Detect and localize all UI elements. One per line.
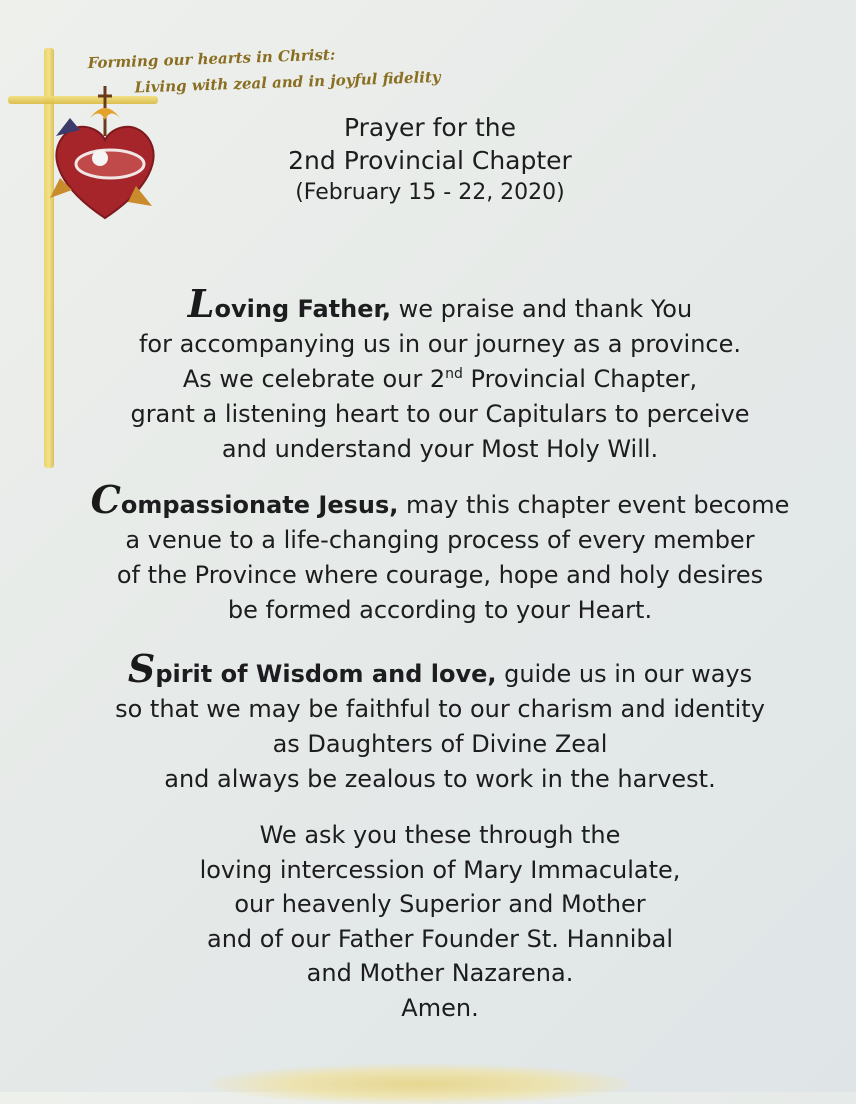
motto-line-1: Forming our hearts in Christ: <box>87 45 336 73</box>
paragraph-text: Provincial Chapter, <box>462 365 698 393</box>
paragraph-text: As we celebrate our 2 <box>182 365 446 393</box>
paragraph-line: our heavenly Superior and Mother <box>234 890 646 918</box>
prayer-paragraph-2 <box>40 477 840 628</box>
prayer-closing <box>40 818 840 1025</box>
paragraph-line <box>40 281 840 327</box>
drop-cap: S <box>127 646 156 691</box>
paragraph-line: loving intercession of Mary Immaculate, <box>199 855 681 884</box>
paragraph-line: be formed according to your Heart. <box>227 596 653 624</box>
superscript: nd <box>445 366 463 382</box>
paragraph-line <box>40 477 840 523</box>
drop-cap: L <box>187 281 215 326</box>
paragraph-line: so that we may be faithful to our charism and identity <box>115 695 765 723</box>
title-dates: (February 15 - 22, 2020) <box>295 180 565 205</box>
paragraph-line: and of our Father Founder St. Hannibal <box>206 924 674 953</box>
amen: Amen. <box>401 993 479 1022</box>
paragraph-line: We ask you these through the <box>259 821 621 849</box>
paragraph-text: guide us in our ways <box>496 660 753 688</box>
invocation-lead: ompassionate Jesus, <box>120 491 399 519</box>
gold-ornament <box>210 1064 630 1104</box>
invocation-lead: oving Father, <box>214 295 391 323</box>
paragraph-line: and understand your Most Holy Will. <box>221 435 659 463</box>
motto <box>87 38 441 102</box>
paragraph-line <box>40 646 840 692</box>
prayer-paragraph-3 <box>40 646 840 797</box>
paragraph-line: for accompanying us in our journey as a province. <box>138 330 742 358</box>
paragraph-text: we praise and thank You <box>390 295 693 323</box>
prayer-paragraph-1 <box>40 281 840 467</box>
paragraph-line: a venue to a life-changing process of every member <box>125 526 755 554</box>
paragraph-line <box>40 362 840 397</box>
paragraph-line: grant a listening heart to our Capitulars to perceive <box>130 400 750 428</box>
title-line-2: 2nd Provincial Chapter <box>288 146 572 175</box>
paragraph-line: and always be zealous to work in the harvest. <box>164 765 716 793</box>
title-line-1: Prayer for the <box>344 113 516 142</box>
paragraph-line: as Daughters of Divine Zeal <box>272 730 608 758</box>
paragraph-text: may this chapter event become <box>398 491 790 519</box>
paragraph-line: and Mother Nazarena. <box>306 959 574 987</box>
motto-line-2: Living with zeal and in joyful fidelity <box>134 67 441 97</box>
paragraph-line: of the Province where courage, hope and holy desires <box>116 561 764 589</box>
drop-cap: C <box>90 477 121 522</box>
invocation-lead: pirit of Wisdom and love, <box>155 660 497 688</box>
